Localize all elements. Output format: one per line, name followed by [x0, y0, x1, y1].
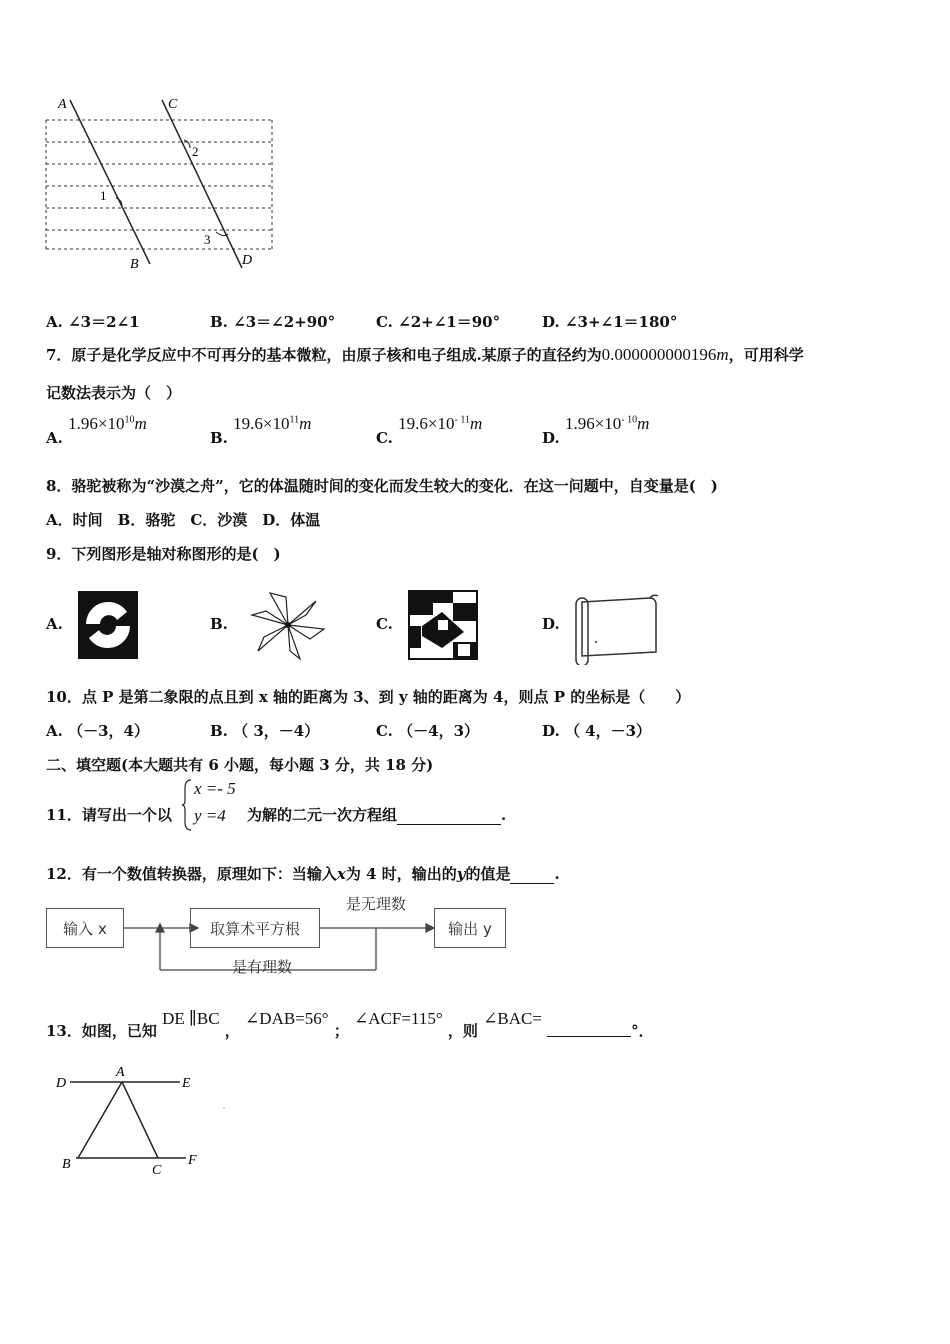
q10-option-b[interactable]: B. （ 3，－4）: [210, 722, 320, 740]
q13-stem: 13．如图，已知 DE ∥BC ， ∠DAB=56° ； ∠ACF=115° ，则 ∠BAC= °．: [46, 1009, 654, 1040]
label-1: 1: [100, 188, 107, 203]
label-A: A: [58, 97, 67, 112]
label-B-point: B: [62, 1157, 71, 1172]
q9-option-c-label[interactable]: C.: [376, 615, 393, 633]
section-2-heading: 二、填空题(本大题共有 6 小题，每小题 3 分，共 18 分): [46, 756, 434, 774]
q7-option-b[interactable]: B. $19.6\times 10^{11}m$: [210, 414, 312, 447]
q12-stem: 12．有一个数值转换器，原理如下：当输入x为 4 时，输出的y的值是 .: [46, 865, 560, 883]
q8-options[interactable]: A．时间 B．骆驼 C．沙漠 D．体温: [46, 511, 321, 529]
q11-equation-1: x =- 5: [194, 779, 236, 798]
q10-option-c[interactable]: C. （－4，3）: [376, 722, 480, 740]
pinwheel-b-image[interactable]: [248, 585, 328, 665]
label-A-point: A: [116, 1065, 125, 1080]
label-3: 3: [204, 232, 211, 247]
label-B: B: [130, 257, 139, 272]
label-F-point: F: [188, 1153, 197, 1168]
q8-stem: 8．骆驼被称为“沙漠之舟”，它的体温随时间的变化而发生较大的变化．在这一问题中，自变量是( ): [46, 477, 718, 495]
q9-option-d-label[interactable]: D.: [542, 615, 560, 633]
q10-option-d[interactable]: D. （ 4，－3）: [542, 722, 652, 740]
q7-option-a[interactable]: A. $1.96\times 10^{10}m$: [46, 414, 147, 447]
scroll-d-image[interactable]: [572, 590, 662, 665]
flow-rational-label: 是有理数: [232, 958, 293, 976]
q7-stem-line2: 记数法表示为（ ）: [46, 384, 182, 402]
q9-option-b-label[interactable]: B.: [210, 615, 228, 633]
q9-option-a-label[interactable]: A.: [46, 615, 63, 633]
triangle-figure: [52, 1062, 232, 1182]
q11-prefix: 11．请写出一个以: [46, 806, 172, 824]
q10-stem: 10．点 P 是第二象限的点且到 x 轴的距离为 3、到 y 轴的距离为 4，则点 P 的坐标是（ ）: [46, 688, 691, 706]
label-2: 2: [192, 144, 199, 159]
q11-answer-blank[interactable]: [397, 808, 501, 825]
q11-equation-2: y =4: [194, 806, 226, 825]
label-E-point: E: [182, 1076, 191, 1091]
symbol-a-image[interactable]: [77, 590, 139, 660]
q13-answer-blank[interactable]: [547, 1020, 631, 1037]
label-D: D: [242, 253, 253, 268]
q6-option-d[interactable]: D. ∠3+∠1＝180°: [542, 313, 678, 331]
q10-option-a[interactable]: A. （－3，4）: [46, 722, 149, 740]
q7-option-d[interactable]: D. $1.96\times 10^{- 10}m$: [542, 414, 650, 447]
q7-option-c[interactable]: C. $19.6\times 10^{- 11}m$: [376, 414, 483, 447]
q7-stem-line1: 7．原子是化学反应中不可再分的基本微粒，由原子核和电子组成.某原子的直径约为0.000000000196m，可用科学: [46, 345, 804, 364]
q12-answer-blank[interactable]: [510, 867, 554, 884]
brace-icon: [181, 778, 193, 832]
checker-c-image[interactable]: [408, 590, 478, 660]
q6-option-c[interactable]: C. ∠2+∠1＝90°: [376, 313, 501, 331]
q9-stem: 9．下列图形是轴对称图形的是( ): [46, 545, 281, 563]
q6-option-b[interactable]: B. ∠3＝∠2+90°: [210, 313, 336, 331]
label-D-point: D: [56, 1076, 67, 1091]
label-C-point: C: [152, 1163, 162, 1178]
parallel-lines-figure: [38, 92, 288, 277]
q6-option-a[interactable]: A. ∠3＝2∠1: [46, 313, 140, 331]
flow-process-box: 取算术平方根: [190, 908, 320, 948]
q11-suffix: 为解的二元一次方程组 .: [247, 806, 507, 824]
flow-output-box: 输出 y: [434, 908, 506, 948]
flow-input-box: 输入 x: [46, 908, 124, 948]
label-C: C: [168, 97, 178, 112]
flow-irrational-label: 是无理数: [346, 895, 407, 913]
